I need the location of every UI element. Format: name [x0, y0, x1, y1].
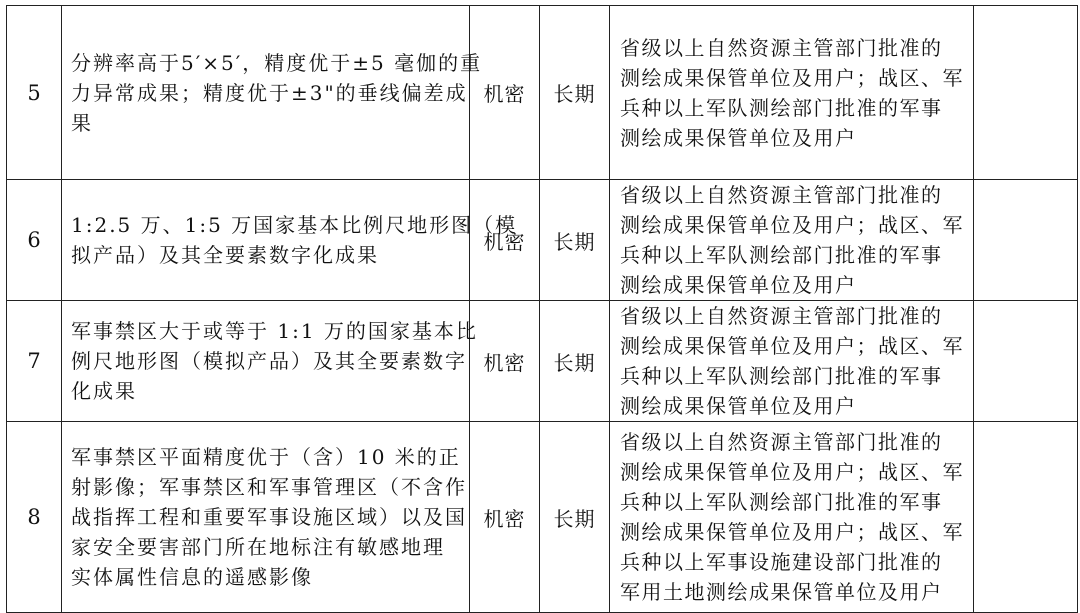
item-description-line: 分辨率高于5′×5′，精度优于±5 毫伽的重: [71, 50, 483, 75]
remarks-cell: [974, 422, 1078, 613]
access-scope-line: 测绘成果保管单位及用户；战区、军: [620, 460, 964, 484]
secret-level: 机密: [470, 422, 540, 613]
access-scope-line: 测绘成果保管单位及用户；战区、军: [620, 520, 964, 544]
item-description-line: 军事禁区大于或等于 1:1 万的国家基本比: [71, 319, 478, 343]
row-number: 8: [7, 422, 62, 613]
access-scope-line: 测绘成果保管单位及用户；战区、军: [620, 334, 964, 358]
access-scope-line: 省级以上自然资源主管部门批准的: [620, 35, 943, 60]
row-number: 6: [7, 180, 62, 301]
access-scope: [610, 180, 974, 301]
row-number: 5: [7, 6, 62, 180]
item-description-line: 射影像；军事禁区和军事管理区（不含作: [71, 475, 467, 499]
row-number: 7: [7, 301, 62, 422]
access-scope-line: 测绘成果保管单位及用户: [620, 125, 857, 150]
access-scope-line: 兵种以上军队测绘部门批准的军事: [620, 490, 943, 514]
table-row: [7, 422, 1078, 613]
table-body: [7, 6, 1078, 613]
access-scope-line: 测绘成果保管单位及用户: [620, 273, 857, 297]
item-description-line: 力异常成果；精度优于±3"的垂线偏差成: [71, 80, 468, 105]
table-row: [7, 6, 1078, 180]
access-scope-line: 测绘成果保管单位及用户；战区、军: [620, 65, 964, 90]
secret-level: 机密: [470, 6, 540, 180]
item-description: [62, 422, 470, 613]
item-description-line: 1:2.5 万、1:5 万国家基本比例尺地形图（模: [71, 213, 518, 237]
access-scope-line: 省级以上自然资源主管部门批准的: [620, 304, 943, 328]
remarks-cell: [974, 301, 1078, 422]
access-scope-line: 兵种以上军事设施建设部门批准的: [620, 550, 943, 574]
item-description-line: 战指挥工程和重要军事设施区域）以及国: [71, 505, 467, 529]
secret-term: 长期: [540, 180, 610, 301]
item-description: [62, 301, 478, 422]
access-scope-line: 兵种以上军队测绘部门批准的军事: [620, 364, 943, 388]
item-description-line: 果: [71, 110, 93, 135]
secret-term: 长期: [540, 422, 610, 613]
access-scope-line: 测绘成果保管单位及用户；战区、军: [620, 213, 964, 237]
item-description: [62, 6, 483, 180]
access-scope: [610, 6, 974, 180]
access-scope-line: 兵种以上军队测绘部门批准的军事: [620, 95, 943, 120]
classification-table: [6, 5, 1078, 613]
access-scope: [610, 301, 974, 422]
secret-level: 机密: [470, 180, 540, 301]
item-description-line: 军事禁区平面精度优于（含）10 米的正: [71, 445, 461, 469]
item-description-line: 例尺地形图（模拟产品）及其全要素数字: [71, 349, 467, 373]
item-description-line: 化成果: [71, 379, 137, 403]
access-scope-line: 测绘成果保管单位及用户: [620, 394, 857, 418]
access-scope-line: 兵种以上军队测绘部门批准的军事: [620, 243, 943, 267]
access-scope-line: 军用土地测绘成果保管单位及用户: [620, 580, 943, 604]
access-scope-line: 省级以上自然资源主管部门批准的: [620, 183, 943, 207]
table-row: [7, 180, 1078, 301]
item-description-line: 拟产品）及其全要素数字化成果: [71, 243, 379, 267]
secret-term: 长期: [540, 301, 610, 422]
table-row: [7, 301, 1078, 422]
item-description-line: 实体属性信息的遥感影像: [71, 565, 313, 589]
remarks-cell: [974, 180, 1078, 301]
access-scope-line: 省级以上自然资源主管部门批准的: [620, 430, 943, 454]
secret-term: 长期: [540, 6, 610, 180]
remarks-cell: [974, 6, 1078, 180]
access-scope: [610, 422, 974, 613]
item-description-line: 家安全要害部门所在地标注有敏感地理: [71, 535, 445, 559]
secret-level: 机密: [470, 301, 540, 422]
